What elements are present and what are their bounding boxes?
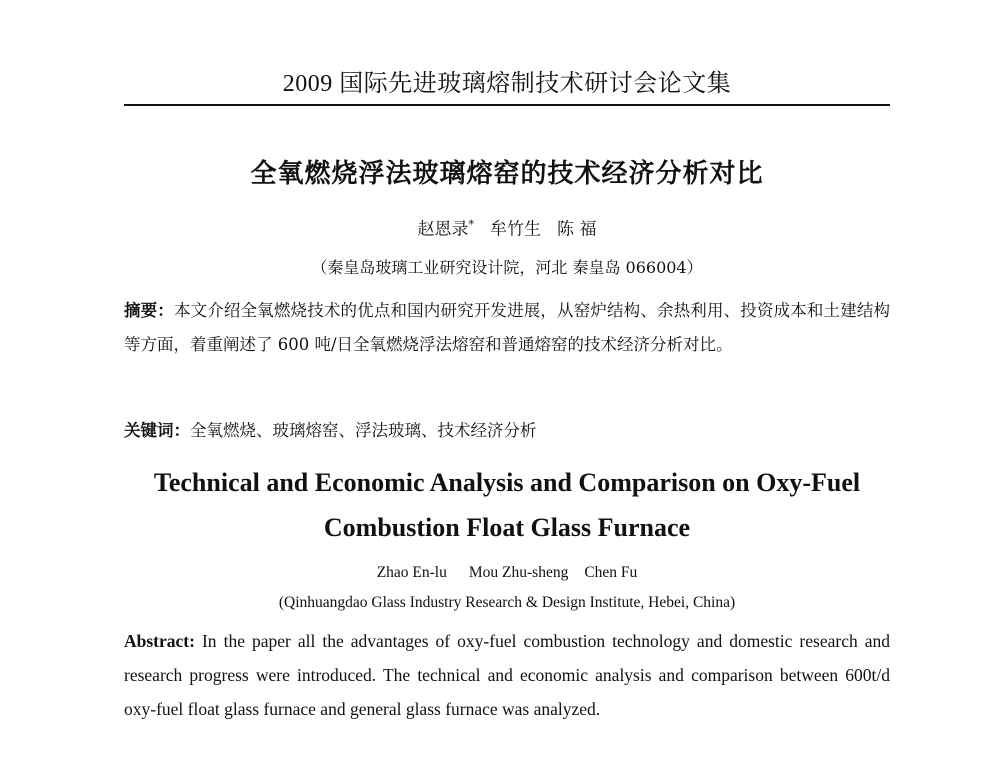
keywords-text-cn: 全氧燃烧、玻璃熔窑、浮法玻璃、技术经济分析 — [190, 421, 537, 440]
header-rule — [124, 104, 890, 106]
authors-english — [124, 562, 890, 584]
affiliation-chinese: （秦皇岛玻璃工业研究设计院，河北 秦皇岛 066004） — [311, 258, 703, 277]
author-en-2: Mou Zhu-sheng — [468, 564, 569, 581]
journal-header: 2009 国际先进玻璃熔制技术研讨会论文集 — [282, 71, 732, 97]
author-cn-1: 赵恩录 — [417, 219, 469, 240]
keywords-label-cn: 关键词： — [124, 421, 190, 440]
title-en-line-2: Combustion Float Glass Furnace — [323, 513, 691, 542]
author-cn-2: 牟竹生 — [490, 219, 542, 240]
corresponding-author-mark: * — [468, 218, 475, 231]
abstract-label-cn: 摘要： — [124, 301, 174, 320]
abstract-chinese — [124, 294, 890, 362]
abstract-text-cn: 本文介绍全氧燃烧技术的优点和国内研究开发进展，从窑炉结构、余热利用、投资成本和土建结构等方面，着重阐述了 600 吨/日全氧燃烧浮法熔窑和普通熔窑的技术经济分析对比。 — [124, 301, 891, 354]
abstract-english — [124, 624, 890, 726]
author-en-1: Zhao En-lu — [376, 564, 447, 581]
paper-title-english — [124, 460, 890, 550]
author-cn-3: 陈 福 — [557, 219, 597, 240]
title-en-line-1: Technical and Economic Analysis and Comparison on Oxy-Fuel — [153, 468, 861, 497]
authors-chinese — [124, 213, 890, 242]
author-en-3: Chen Fu — [584, 564, 638, 581]
abstract-text-en: In the paper all the advantages of oxy-fuel combustion technology and domestic research and research progress were introduced. The technical and economic analysis and comparison between 600t/d oxy-fuel float glass furnace and general glass furnace was analyzed. — [124, 631, 891, 719]
abstract-label-en: Abstract: — [124, 631, 195, 651]
affiliation-english: (Qinhuangdao Glass Industry Research & Design Institute, Hebei, China) — [278, 594, 736, 611]
paper-title-chinese: 全氧燃烧浮法玻璃熔窑的技术经济分析对比 — [250, 159, 764, 189]
keywords-chinese — [124, 417, 890, 445]
